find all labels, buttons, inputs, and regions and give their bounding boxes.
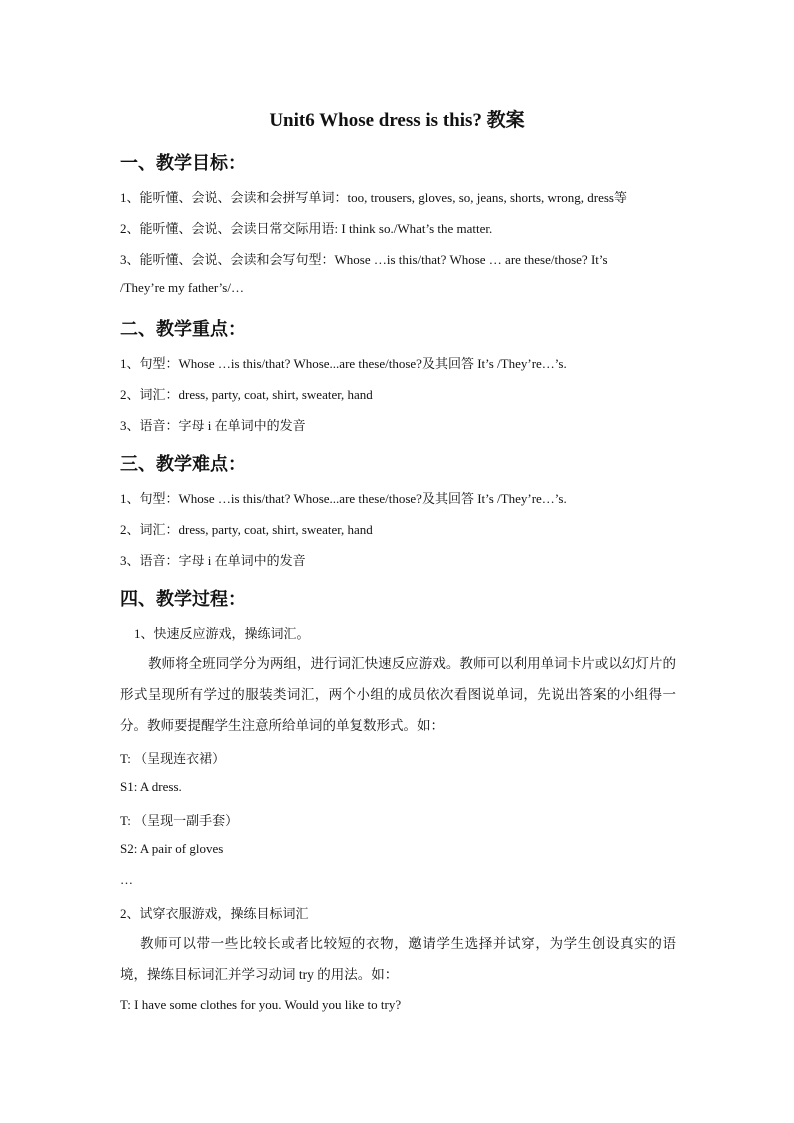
- process-paragraph-2: 教师可以带一些比较长或者比较短的衣物，邀请学生选择并试穿，为学生创设真实的语境，操练目标词汇并学习动词 try 的用法。如：: [120, 936, 676, 982]
- difficulty-item-2: 2、词汇：dress, party, coat, shirt, sweater, hand: [120, 522, 373, 537]
- key-point-item-3: 3、语音：字母 i 在单词中的发音: [120, 418, 306, 433]
- difficulty-item-3: 3、语音：字母 i 在单词中的发音: [120, 553, 306, 568]
- section-heading-difficulties: 三、教学难点：: [120, 454, 246, 475]
- key-point-item-1: 1、句型：Whose …is this/that? Whose...are these/those?及其回答 It’s /They’re…’s.: [120, 356, 567, 371]
- dialog-line-last: T: I have some clothes for you. Would you like to try?: [120, 997, 402, 1012]
- objective-item-3-cont: /They’re my father’s/…: [120, 280, 244, 295]
- section-heading-objectives: 一、教学目标：: [120, 153, 246, 174]
- key-point-item-2: 2、词汇：dress, party, coat, shirt, sweater, hand: [120, 387, 373, 402]
- difficulty-item-1: 1、句型：Whose …is this/that? Whose...are these/those?及其回答 It’s /They’re…’s.: [120, 491, 567, 506]
- dialog-line-1: T: （呈现连衣裙）: [120, 751, 226, 766]
- objective-item-1: 1、能听懂、会说、会读和会拼写单词：too, trousers, gloves, so, jeans, shorts, wrong, dress等: [120, 190, 627, 205]
- document-title: Unit6 Whose dress is this? 教案: [269, 110, 525, 131]
- process-step-1: 1、快速反应游戏，操练词汇。: [134, 626, 310, 641]
- process-step-2: 2、试穿衣服游戏，操练目标词汇: [120, 906, 309, 921]
- objective-item-3: 3、能听懂、会说、会读和会写句型：Whose …is this/that? Whose … are these/those? It’s: [120, 252, 608, 267]
- section-heading-key-points: 二、教学重点：: [120, 319, 246, 340]
- objective-item-2: 2、能听懂、会说、会读日常交际用语: I think so./What’s the matter.: [120, 221, 493, 236]
- dialog-line-4: S2: A pair of gloves: [120, 841, 224, 856]
- dialog-line-2: S1: A dress.: [120, 779, 182, 794]
- section-heading-process: 四、教学过程：: [120, 589, 246, 610]
- process-paragraph-1: 教师将全班同学分为两组，进行词汇快速反应游戏。教师可以利用单词卡片或以幻灯片的形式呈现所有学过的服装类词汇，两个小组的成员依次看图说单词，先说出答案的小组得一分。教师要提醒学生注意所给单词的单复数形式。如：: [120, 656, 676, 733]
- dialog-ellipsis: …: [120, 872, 133, 887]
- dialog-line-3: T: （呈现一副手套）: [120, 813, 239, 828]
